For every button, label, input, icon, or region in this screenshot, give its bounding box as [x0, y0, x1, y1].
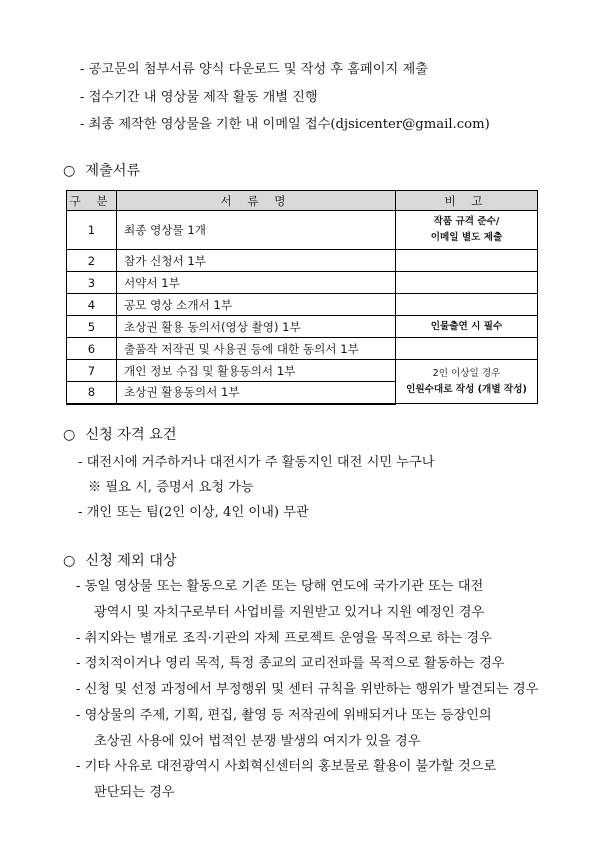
merged-remark-line-2: 인원수대로 작성 (개별 작성) — [406, 383, 527, 395]
eligibility-line-2: - 개인 또는 팀(2인 이상, 4인 이내) 무관 — [78, 505, 309, 520]
exclusion-line: 판단되는 경우 — [94, 785, 175, 800]
section-heading-eligibility — [63, 424, 177, 444]
section-title: 신청 제외 대상 — [85, 553, 177, 569]
eligibility-line-1: - 대전시에 거주하거나 대전시가 주 활동지인 대전 시민 누구나 — [78, 455, 435, 470]
intro-bullet-3: - 최종 제작한 영상물을 기한 내 이메일 접수(djsicenter@gmail.com) — [80, 117, 490, 132]
merged-remark-line-1: 2인 이상일 경우 — [432, 367, 501, 379]
section-title: 제출서류 — [85, 163, 141, 179]
document-name: 최종 영상물 1개 — [117, 211, 396, 250]
exclusion-line: - 영상물의 주제, 기획, 편집, 촬영 등 저작권에 위배되거나 또는 등장인의 — [76, 708, 492, 723]
intro-bullet-1: - 공고문의 첨부서류 양식 다운로드 및 작성 후 홈페이지 제출 — [80, 62, 428, 77]
row-number: 3 — [67, 272, 117, 294]
section-heading-documents — [63, 160, 140, 180]
row-number: 5 — [67, 316, 117, 338]
section-heading-exclusions — [63, 550, 177, 570]
document-name: 출품작 저작권 및 사용권 등에 대한 동의서 1부 — [117, 338, 396, 360]
table-row — [67, 360, 538, 382]
table-row — [67, 294, 538, 316]
row-number: 4 — [67, 294, 117, 316]
exclusion-line: - 동일 영상물 또는 활동으로 기존 또는 당해 연도에 국가기관 또는 대전 — [76, 579, 484, 594]
circle-bullet-icon: ○ — [63, 553, 76, 569]
document-remark — [396, 338, 538, 360]
document-name: 개인 정보 수집 및 활용동의서 1부 — [117, 360, 396, 382]
circle-bullet-icon: ○ — [63, 427, 76, 443]
header-remarks: 비 고 — [396, 191, 538, 211]
exclusion-line: - 취지와는 별개로 조직·기관의 자체 프로젝트 운영을 목적으로 하는 경우 — [76, 631, 492, 646]
exclusion-line: 광역시 및 자치구로부터 사업비를 지원받고 있거나 지원 예정인 경우 — [94, 605, 485, 620]
exclusion-line: - 기타 사유로 대전광역시 사회혁신센터의 홍보물로 활용이 불가할 것으로 — [76, 759, 497, 774]
document-name: 서약서 1부 — [117, 272, 396, 294]
document-name: 참가 신청서 1부 — [117, 250, 396, 272]
table-row — [67, 316, 538, 338]
document-name: 초상권 활용동의서 1부 — [117, 382, 396, 404]
intro-bullet-2: - 접수기간 내 영상물 제작 활동 개별 진행 — [80, 90, 318, 105]
table-row — [67, 272, 538, 294]
document-remark — [396, 294, 538, 316]
exclusion-line: - 정치적이거나 영리 목적, 특정 종교의 교리전파를 목적으로 활동하는 경우 — [76, 656, 505, 671]
exclusion-line: 초상권 사용에 있어 법적인 분쟁 발생의 여지가 있을 경우 — [94, 734, 421, 749]
row-number: 6 — [67, 338, 117, 360]
header-document-name: 서 류 명 — [117, 191, 396, 211]
document-remark: 인물출연 시 필수 — [396, 316, 538, 338]
document-name: 공모 영상 소개서 1부 — [117, 294, 396, 316]
table-row — [67, 338, 538, 360]
document-remark — [396, 250, 538, 272]
header-category: 구 분 — [67, 191, 117, 211]
merged-remark — [396, 360, 538, 404]
document-name: 초상권 활용 동의서(영상 촬영) 1부 — [117, 316, 396, 338]
row-number: 2 — [67, 250, 117, 272]
table-header-row — [67, 191, 538, 211]
table-row — [67, 250, 538, 272]
document-remark — [396, 272, 538, 294]
eligibility-note: ※ 필요 시, 증명서 요청 가능 — [88, 480, 254, 495]
exclusion-line: - 신청 및 선정 과정에서 부정행위 및 센터 규칙을 위반하는 행위가 발견되는 경우 — [76, 682, 539, 697]
documents-table — [66, 190, 538, 405]
circle-bullet-icon: ○ — [63, 163, 76, 179]
document-remark: 작품 규격 준수/ 이메일 별도 제출 — [396, 211, 538, 250]
row-number: 7 — [67, 360, 117, 382]
row-number: 8 — [67, 382, 117, 404]
table-row — [67, 211, 538, 250]
section-title: 신청 자격 요건 — [85, 427, 177, 443]
row-number: 1 — [67, 211, 117, 250]
